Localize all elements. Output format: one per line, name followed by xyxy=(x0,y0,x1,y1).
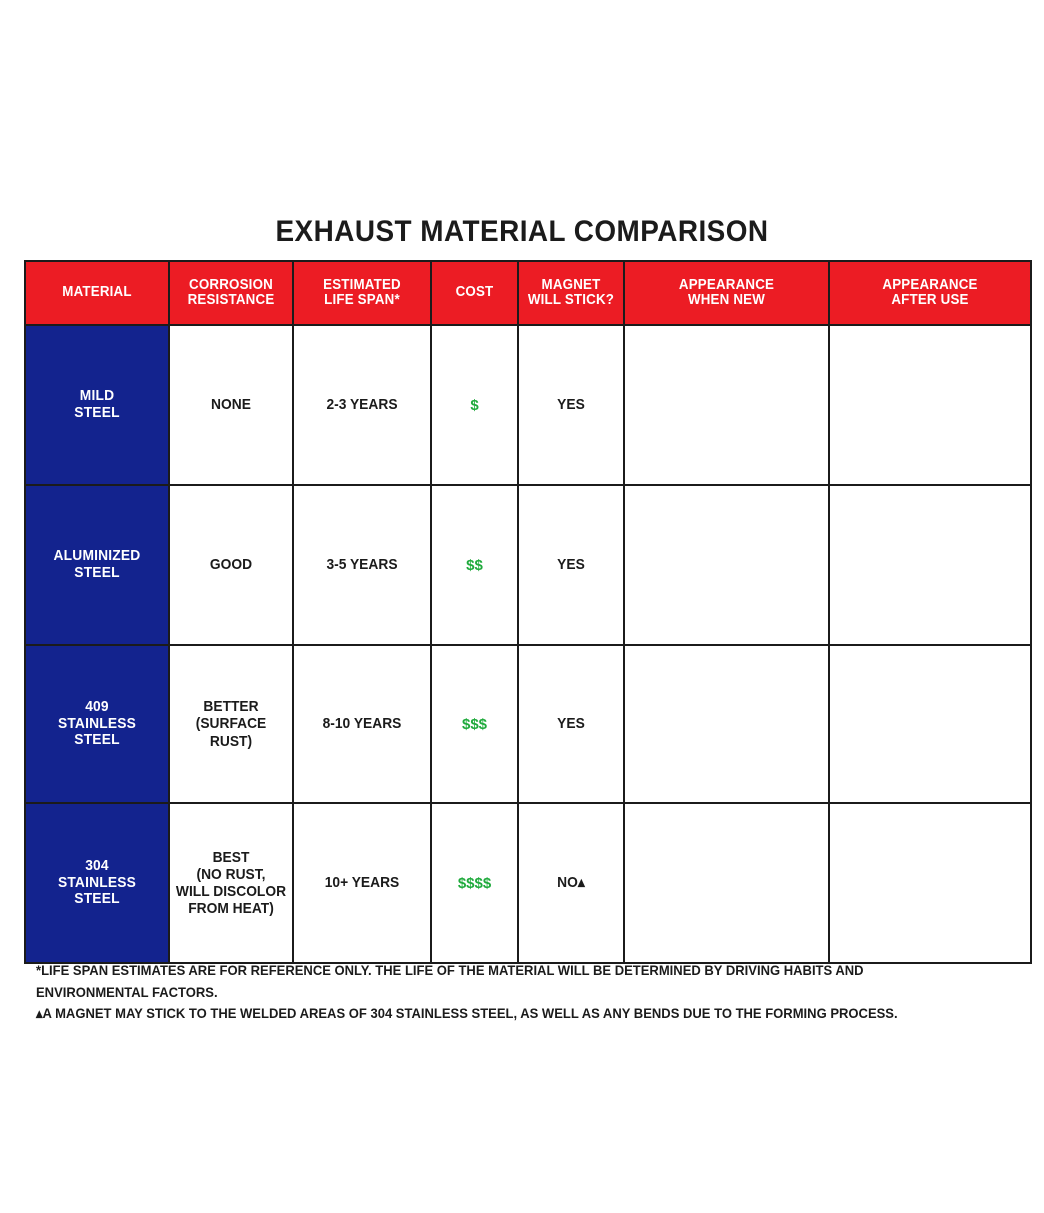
cell-cost-409-stainless-steel: $$$ xyxy=(431,645,518,803)
cell-magnet-mild-steel: YES xyxy=(518,325,624,485)
table-row xyxy=(25,645,1031,803)
material-line-2: STAINLESS xyxy=(57,873,137,891)
comparison-table-container xyxy=(24,260,1020,964)
cell-magnet-aluminized-steel: YES xyxy=(518,485,624,645)
cell-appearance-new-409-stainless-steel xyxy=(624,645,829,803)
cell-appearance-new-mild-steel xyxy=(624,325,829,485)
corrosion-line-2: (NO RUST, xyxy=(196,865,266,883)
cell-magnet-304-stainless-steel: NO▴ xyxy=(518,803,624,963)
page-title: EXHAUST MATERIAL COMPARISON xyxy=(275,215,769,248)
cell-magnet-409-stainless-steel: YES xyxy=(518,645,624,803)
cell-cost-mild-steel: $ xyxy=(431,325,518,485)
cell-lifespan-aluminized-steel: 3-5 YEARS xyxy=(293,485,431,645)
cell-corrosion-aluminized-steel: GOOD xyxy=(169,485,293,645)
cell-material-409-stainless-steel xyxy=(25,645,169,803)
corrosion-line-1: BETTER xyxy=(203,698,259,716)
column-header-cost: COST xyxy=(431,261,518,325)
table-header xyxy=(25,261,1031,325)
cell-appearance-new-aluminized-steel xyxy=(624,485,829,645)
cell-lifespan-409-stainless-steel: 8-10 YEARS xyxy=(293,645,431,803)
material-line-2: STEEL xyxy=(74,404,120,421)
column-header-magnet: MAGNET WILL STICK? xyxy=(518,261,624,325)
table-row xyxy=(25,325,1031,485)
corrosion-line-4: FROM HEAT) xyxy=(188,900,274,918)
header-row xyxy=(25,261,1031,325)
cell-corrosion-mild-steel: NONE xyxy=(169,325,293,485)
cell-cost-aluminized-steel: $$ xyxy=(431,485,518,645)
cell-appearance-used-304-stainless-steel xyxy=(829,803,1031,963)
material-line-1: 304 xyxy=(85,856,109,874)
material-line-1: ALUMINIZED xyxy=(53,547,141,565)
material-line-2: STEEL xyxy=(74,564,120,581)
cell-appearance-new-304-stainless-steel xyxy=(624,803,829,963)
column-header-material: MATERIAL xyxy=(25,261,169,325)
material-line-1: MILD xyxy=(79,387,115,405)
corrosion-line-3: RUST) xyxy=(209,732,253,750)
exhaust-material-comparison-table xyxy=(24,260,1032,964)
cell-appearance-used-409-stainless-steel xyxy=(829,645,1031,803)
cell-corrosion-409-stainless-steel xyxy=(169,645,293,803)
table-body xyxy=(25,325,1031,963)
cell-material-304-stainless-steel xyxy=(25,803,169,963)
footnotes xyxy=(36,960,1016,1025)
cell-material-aluminized-steel xyxy=(25,485,169,645)
footnote-magnet: ▴A MAGNET MAY STICK TO THE WELDED AREAS OF 304 STAINLESS STEEL, AS WELL AS ANY BENDS DUE TO THE FORMING PROCESS. xyxy=(36,1005,898,1022)
cell-appearance-used-aluminized-steel xyxy=(829,485,1031,645)
cell-corrosion-304-stainless-steel xyxy=(169,803,293,963)
cell-lifespan-mild-steel: 2-3 YEARS xyxy=(293,325,431,485)
cell-lifespan-304-stainless-steel: 10+ YEARS xyxy=(293,803,431,963)
corrosion-line-3: WILL DISCOLOR xyxy=(175,883,287,900)
cell-cost-304-stainless-steel: $$$$ xyxy=(431,803,518,963)
material-line-1: 409 xyxy=(85,697,109,715)
column-header-appearance-when-new: APPEARANCE WHEN NEW xyxy=(624,261,829,325)
corrosion-line-2: (SURFACE xyxy=(195,715,267,733)
material-line-3: STEEL xyxy=(74,890,120,908)
column-header-appearance-after-use: APPEARANCE AFTER USE xyxy=(829,261,1031,325)
column-header-estimated-life-span: ESTIMATED LIFE SPAN* xyxy=(293,261,431,325)
table-row xyxy=(25,803,1031,963)
material-line-2: STAINLESS xyxy=(57,714,137,732)
cell-appearance-used-mild-steel xyxy=(829,325,1031,485)
corrosion-line-1: BEST xyxy=(212,848,250,866)
cell-material-mild-steel xyxy=(25,325,169,485)
table-row xyxy=(25,485,1031,645)
column-header-corrosion-resistance: CORROSION RESISTANCE xyxy=(169,261,293,325)
material-line-3: STEEL xyxy=(74,731,120,749)
footnote-lifespan: *LIFE SPAN ESTIMATES ARE FOR REFERENCE ONLY. THE LIFE OF THE MATERIAL WILL BE DETERMINED BY DRIVING HABITS AND ENVIRONMENTAL FACTORS. xyxy=(36,962,864,1000)
